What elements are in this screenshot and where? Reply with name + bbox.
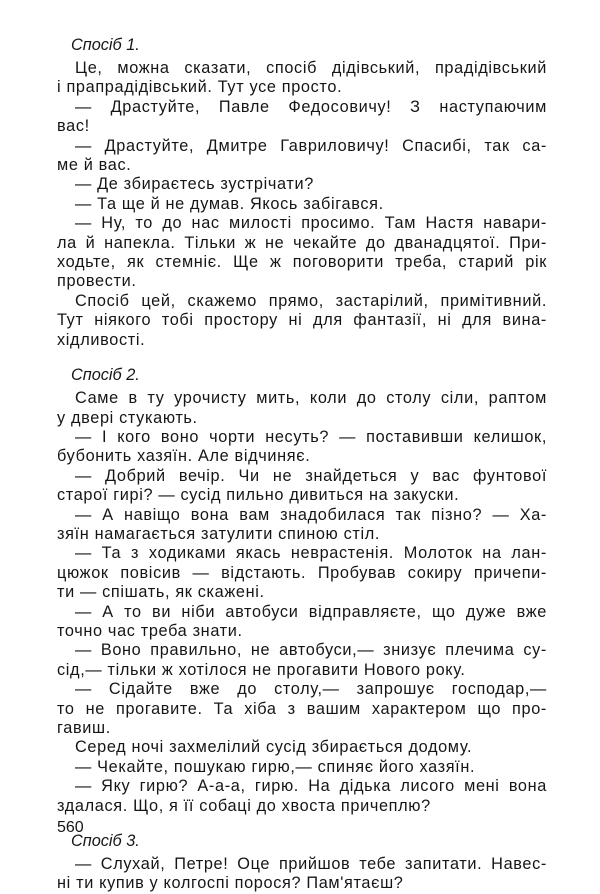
paragraph <box>57 544 547 602</box>
paragraph <box>57 467 547 506</box>
text-line: зяїн намагається затулити спиною стіл. <box>57 524 381 543</box>
text-line: — Добрий вечір. Чи не знайдеться у вас фунтової <box>75 466 547 485</box>
text-line: бубонить хазяїн. Але відчиняє. <box>57 447 311 466</box>
paragraph <box>57 214 547 292</box>
text-line: гавиш. <box>57 719 111 737</box>
text-line: — Яку гирю? А-а-а, гирю. На дідька лисого мені вона <box>75 777 547 796</box>
paragraph <box>57 389 547 428</box>
paragraph <box>57 758 547 777</box>
text-line: — Де збираєтесь зустрічати? <box>75 175 314 194</box>
text-line: — Драстуйте, Павле Федосовичу! З наступаючим <box>75 97 547 116</box>
section-heading: Спосіб 1. <box>71 36 140 54</box>
paragraph <box>57 98 547 137</box>
text-line: Серед ночі захмелілий сусід збирається додому. <box>75 738 473 757</box>
text-line: — Ну, то до нас милості просимо. Там Настя навари- <box>75 214 547 233</box>
paragraph <box>57 292 547 350</box>
paragraph <box>57 175 547 194</box>
text-line: — Слухай, Петре! Оце прийшов тебе запитати. Навес- <box>75 855 547 874</box>
paragraph <box>57 777 547 816</box>
text-line: старої гирі? — сусід пильно дивиться на закуски. <box>57 486 460 505</box>
paragraph <box>57 137 547 176</box>
text-line: і прапрадідівський. Тут усе просто. <box>57 78 343 97</box>
text-line: ходьте, як стемніє. Ще ж поговорити треба, старий рік <box>57 253 547 272</box>
section-1 <box>57 34 547 350</box>
text-line: хідливості. <box>57 330 146 349</box>
section-heading: Спосіб 3. <box>71 832 140 851</box>
text-line: провести. <box>57 272 137 291</box>
text-line: — А навіщо вона вам знадобилася так пізно? — Ха- <box>75 505 547 524</box>
text-line: вас! <box>57 117 90 136</box>
text-line: здалася. Що, я її собаці до хвоста причеплю? <box>57 796 431 815</box>
text-line: Спосіб цей, скажемо прямо, застарілий, примітивний. <box>75 291 547 310</box>
text-line: сід,— тільки ж хотілося не прогавити Нового року. <box>57 660 466 679</box>
paragraph <box>57 738 547 757</box>
section-3 <box>57 830 547 894</box>
text-line: — І кого воно чорти несуть? — поставивши келишок, <box>75 427 547 446</box>
text-line: ти — спішать, як скажені. <box>57 583 265 602</box>
text-line: ме й вас. <box>57 156 132 175</box>
text-line: — А то ви ніби автобуси відправляєте, що дуже вже <box>75 602 547 621</box>
text-line: Тут ніякого тобі простору ні для фантазії, ні для вина- <box>57 311 547 330</box>
text-line: то не прогавите. Та хіба з вашим характером що про- <box>57 699 547 718</box>
section-2 <box>57 364 547 816</box>
text-line: — Чекайте, пошукаю гирю,— спиняє його хазяїн. <box>75 757 476 776</box>
text-line: ла й напекла. Тільки ж не чекайте до дванадцятої. При- <box>57 233 547 252</box>
text-line: точно час треба знати. <box>57 621 243 640</box>
section-heading: Спосіб 2. <box>71 366 140 385</box>
paragraph <box>57 855 547 894</box>
text-line: — Воно правильно, не автобуси,— знизує плечима су- <box>75 641 547 660</box>
book-page <box>57 34 547 894</box>
text-line: Саме в ту урочисту мить, коли до столу сіли, раптом <box>75 389 547 408</box>
page-number: 560 <box>57 819 84 836</box>
text-line: — Та з ходиками якась неврастенія. Молоток на лан- <box>75 544 547 563</box>
text-line: у двері стукають. <box>57 408 198 427</box>
paragraph <box>57 195 547 214</box>
paragraph <box>57 680 547 738</box>
paragraph <box>57 506 547 545</box>
text-line: — Драстуйте, Дмитре Гавриловичу! Спасибі, так са- <box>75 136 547 155</box>
paragraph <box>57 59 547 98</box>
text-line: ні ти купив у колгоспі порося? Пам'ятаєш? <box>57 874 404 893</box>
text-line: — Сідайте вже до столу,— запрошує господар,— <box>75 680 547 699</box>
text-line: цюжок повісив — відстають. Пробував сокиру причепи- <box>57 563 547 582</box>
text-line: — Та ще й не думав. Якось забігався. <box>75 194 384 213</box>
paragraph <box>57 428 547 467</box>
text-line: Це, можна сказати, спосіб дідівський, прадідівський <box>75 59 547 77</box>
paragraph <box>57 603 547 642</box>
paragraph <box>57 641 547 680</box>
